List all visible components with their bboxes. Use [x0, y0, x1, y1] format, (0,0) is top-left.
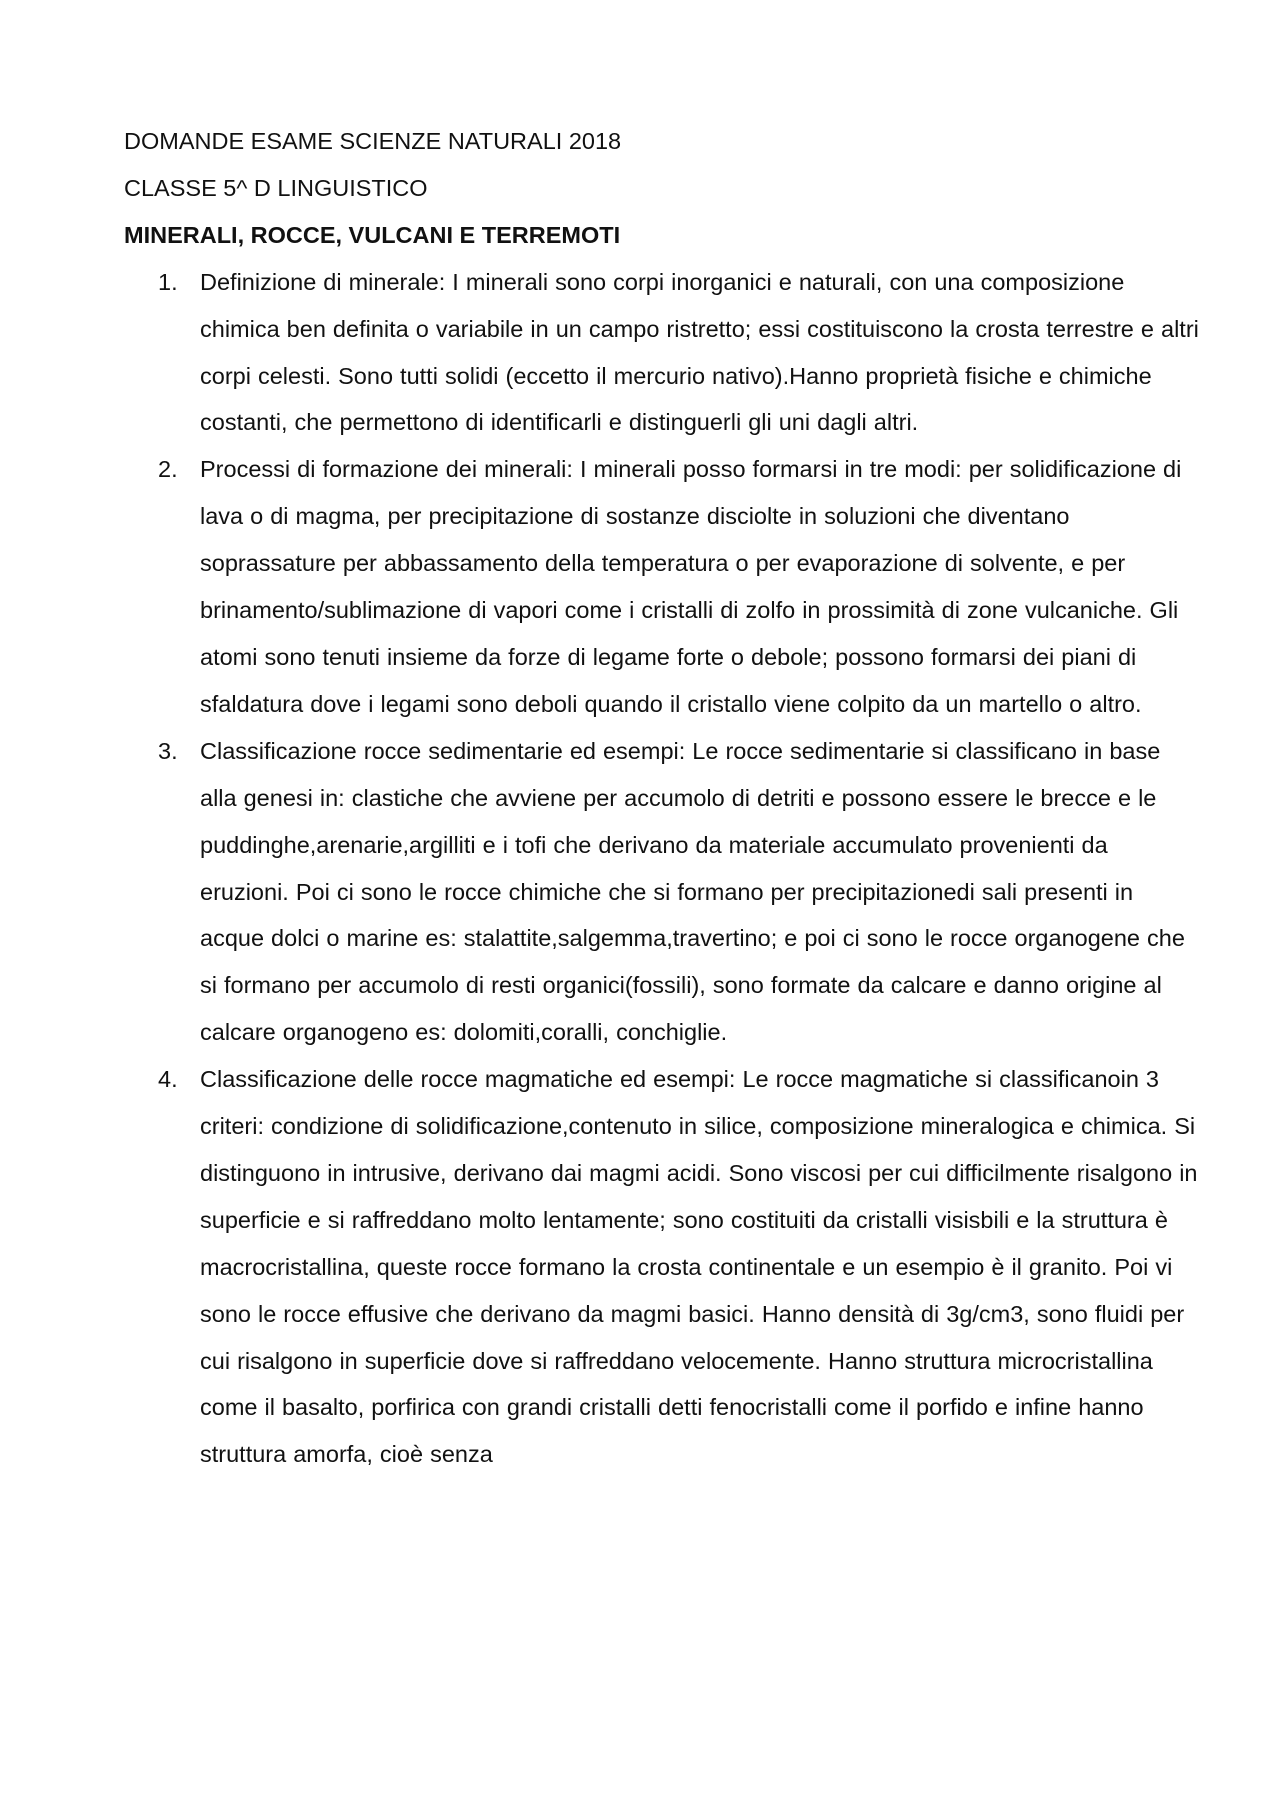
question-text: Classificazione rocce sedimentarie ed esempi: Le rocce sedimentarie si classificano in base alla genesi in: clastiche che avviene per accumolo di detriti e possono essere le brecce e le puddinghe,arenarie,argilliti e i tofi che derivano da materiale accumulato provenienti da eruzioni. Poi ci sono le rocce chimiche che si formano per precipitazionedi sali presenti in acque dolci o marine es: stalattite,salgemma,travertino; e poi ci sono le rocce organogene che si formano per accumolo di resti organici(fossili), sono formate da calcare e danno origine al calcare organogeno es: dolomiti,coralli, conchiglie. [200, 737, 1185, 1046]
class-line: CLASSE 5^ D LINGUISTICO [124, 174, 428, 201]
question-text: Classificazione delle rocce magmatiche ed esempi: Le rocce magmatiche si classificanoin 3 criteri: condizione di solidificazione,contenuto in silice, composizione mineralogica e chimica. Si distinguono in intrusive, derivano dai magmi acidi. Sono viscosi per cui difficilmente risalgono in superficie e si raffreddano molto lentamente; sono costituiti da cristalli visisbili e la struttura è macrocristallina, queste rocce formano la crosta continentale e un esempio è il granito. Poi vi sono le rocce effusive che derivano da magmi basici. Hanno densità di 3g/cm3, sono fluidi per cui risalgono in superficie dove si raffreddano velocemente. Hanno struttura microcristallina come il basalto, porfirica con grandi cristalli detti fenocristalli come il porfido e infine hanno struttura amorfa, cioè senza [200, 1066, 1198, 1468]
question-item [124, 446, 1200, 727]
question-item [124, 728, 1200, 1056]
document-body [124, 118, 1199, 1478]
question-number: 1. [158, 268, 178, 295]
document-title: DOMANDE ESAME SCIENZE NATURALI 2018 [124, 128, 622, 154]
question-number: 3. [158, 737, 178, 764]
question-text: Definizione di minerale: I minerali sono corpi inorganici e naturali, con una composizione chimica ben definita o variabile in un campo ristretto; essi costituiscono la crosta terrestre e altri corpi celesti. Sono tutti solidi (eccetto il mercurio nativo).Hanno proprietà fisiche e chimiche costanti, che permettono di identificarli e distinguerli gli uni dagli altri. [200, 268, 1199, 436]
question-text: Processi di formazione dei minerali: I minerali posso formarsi in tre modi: per solidificazione di lava o di magma, per precipitazione di sostanze disciolte in soluzioni che diventano soprassature per abbassamento della temperatura o per evaporazione di solvente, e per brinamento/sublimazione di vapori come i cristalli di zolfo in prossimità di zone vulcaniche. Gli atomi sono tenuti insieme da forze di legame forte o debole; possono formarsi dei piani di sfaldatura dove i legami sono deboli quando il cristallo viene colpito da un martello o altro. [200, 456, 1182, 717]
questions-list [124, 259, 1199, 1479]
section-title: MINERALI, ROCCE, VULCANI E TERREMOTI [124, 221, 621, 248]
question-item [124, 259, 1200, 447]
question-number: 4. [158, 1066, 178, 1093]
question-item [124, 1056, 1200, 1478]
question-number: 2. [158, 456, 178, 483]
